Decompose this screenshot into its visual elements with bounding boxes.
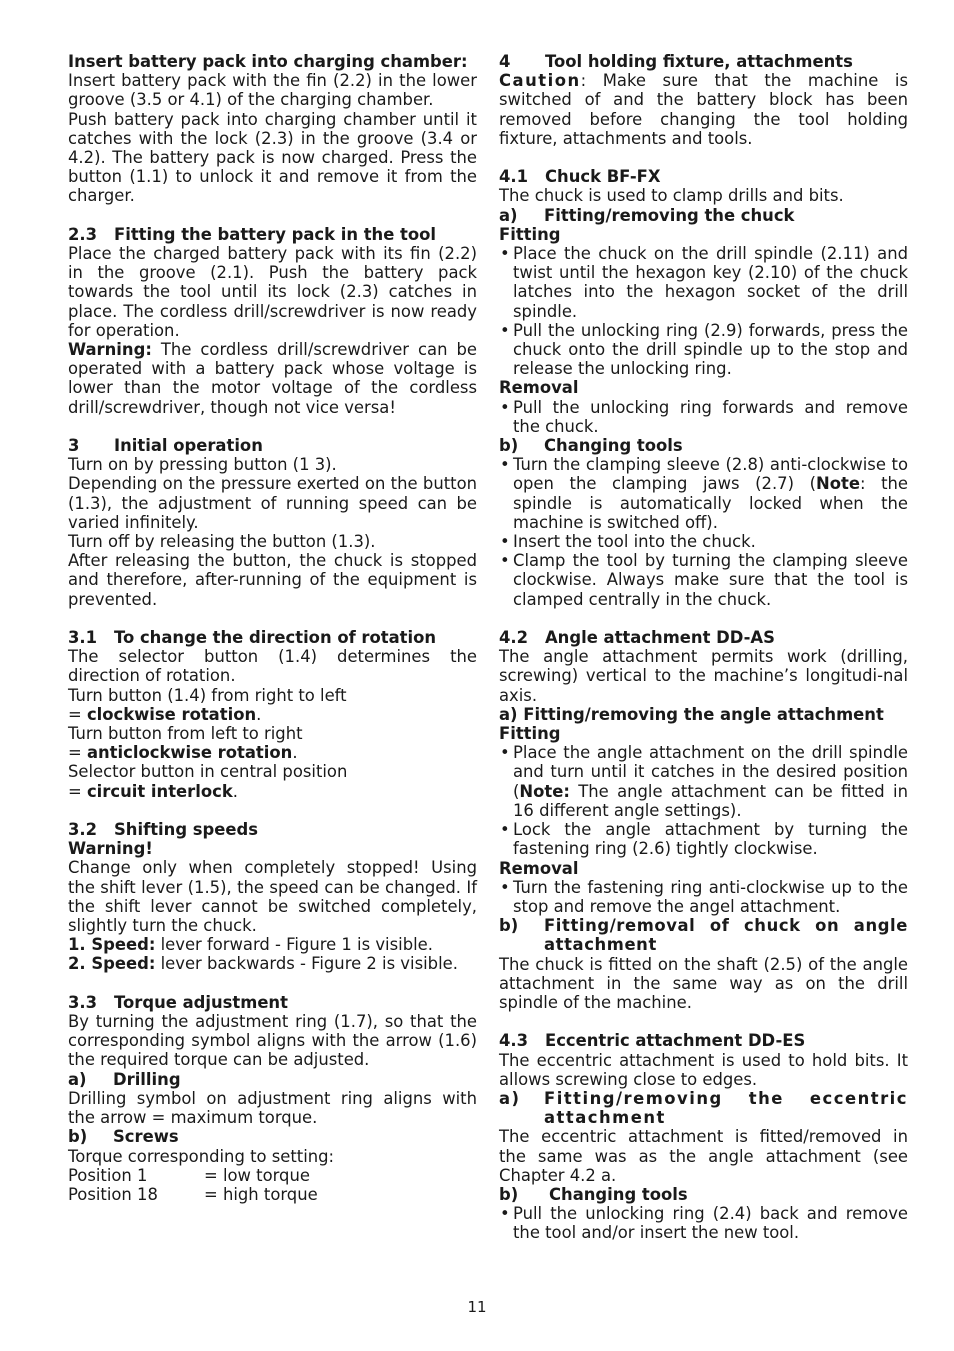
- subheading-fitting-removing-angle: a) Fitting/removing the angle attachment: [499, 704, 884, 724]
- removal-label: Removal: [499, 378, 579, 398]
- section-heading-4-3: 4.3 Eccentric attachment DD-ES: [499, 1031, 806, 1051]
- paragraph: Selector button in central position: [68, 762, 348, 782]
- list-item: • Turn the fastening ring anti-clockwise up to the stop and remove the angel attachment.: [499, 878, 908, 916]
- section-heading-3: 3 Initial operation: [68, 436, 263, 456]
- subheading-screws: b) Screws: [68, 1127, 179, 1147]
- section-heading-3-3: 3.3 Torque adjustment: [68, 992, 288, 1012]
- paragraph: Turn button (1.4) from right to left: [68, 685, 347, 705]
- paragraph: After releasing the button, the chuck is stopped and therefore, after-running of the equipment is prevented.: [68, 551, 477, 609]
- paragraph: The eccentric attachment is fitted/removed in the same was as the angle attachment (see Chapter 4.2 a.: [499, 1127, 908, 1185]
- list-item: • Pull the unlocking ring (2.4) back and remove the tool and/or insert the new tool.: [499, 1204, 908, 1242]
- bullet-list: [499, 1204, 908, 1242]
- section-heading-3-1: 3.1 To change the direction of rotation: [68, 628, 437, 648]
- result-line: = circuit interlock.: [68, 781, 238, 801]
- section-heading-4-2: 4.2 Angle attachment DD-AS: [499, 628, 775, 648]
- removal-label: Removal: [499, 858, 579, 878]
- paragraph: Turn button from left to right: [68, 724, 303, 744]
- paragraph: The eccentric attachment is used to hold bits. It allows screwing close to edges.: [499, 1050, 908, 1089]
- bullet-list: [499, 244, 908, 378]
- subheading-chuck-on-angle: b) Fitting/removal of chuck on angle attachment: [499, 916, 908, 955]
- list-item: • Clamp the tool by turning the clamping sleeve clockwise. Always make sure that the tool is clamped centrally in the chuck.: [499, 551, 908, 609]
- bullet-list: [499, 743, 908, 858]
- paragraph: Drilling symbol on adjustment ring aligns with the arrow = maximum torque.: [68, 1088, 477, 1128]
- paragraph: Turn on by pressing button (1 3).: [68, 455, 337, 475]
- list-item: • Turn the clamping sleeve (2.8) anti-clockwise to open the clamping jaws (2.7) (Note: the spindle is automatically locked when the machine is switched off).: [499, 455, 908, 532]
- result-line: = clockwise rotation.: [68, 704, 262, 724]
- warning-paragraph: Warning: The cordless drill/screwdriver can be operated with a battery pack whose voltage is lower than the motor voltage of the cordless drill/screwdriver, though not vice versa!: [68, 340, 477, 417]
- warning-label: Warning!: [68, 839, 153, 859]
- list-item: • Place the chuck on the drill spindle (2.11) and twist until the hexagon key (2.10) of the chuck latches into the hexagon socket of the drill spindle.: [499, 244, 908, 321]
- bullet-list: [499, 455, 908, 609]
- subheading-changing-tools: b) Changing tools: [499, 1184, 688, 1204]
- list-item: • Insert the tool into the chuck.: [499, 532, 908, 551]
- paragraph: By turning the adjustment ring (1.7), so that the corresponding symbol aligns with the arrow (1.6) the required torque can be adjusted.: [68, 1012, 477, 1070]
- page-number: 11: [467, 1298, 487, 1316]
- paragraph: Depending on the pressure exerted on the button (1.3), the adjustment of running speed can be varied infinitely.: [68, 474, 477, 532]
- speed-line: 1. Speed: lever forward - Figure 1 is visible.: [68, 935, 433, 955]
- section-heading-2-3: 2.3 Fitting the battery pack in the tool: [68, 224, 437, 244]
- paragraph: Place the charged battery pack with its fin (2.2) in the groove (2.1). Push the battery pack towards the tool until its lock (2.3) catches in place. The cordless drill/screwdriver is now ready for operation.: [68, 244, 477, 340]
- bullet-list: [499, 398, 908, 436]
- bullet-list: [499, 878, 908, 916]
- right-column: [499, 52, 908, 1243]
- list-item: • Pull the unlocking ring forwards and remove the chuck.: [499, 398, 908, 436]
- subheading-fitting-removing-chuck: a) Fitting/removing the chuck: [499, 205, 795, 225]
- list-item: • Lock the angle attachment by turning the fastening ring (2.6) tightly clockwise.: [499, 820, 908, 858]
- result-line: = anticlockwise rotation.: [68, 743, 298, 763]
- list-item: • Pull the unlocking ring (2.9) forwards, press the chuck onto the drill spindle up to the stop and release the unlocking ring.: [499, 321, 908, 379]
- paragraph: The chuck is fitted on the shaft (2.5) of the angle attachment in the same way as on the drill spindle of the machine.: [499, 954, 908, 1012]
- fitting-label: Fitting: [499, 724, 561, 744]
- paragraph: Change only when completely stopped! Using the shift lever (1.5), the speed can be changed. If the shift lever cannot be switched completely, slightly turn the chuck.: [68, 858, 477, 936]
- paragraph: Turn off by releasing the button (1.3).: [68, 532, 376, 552]
- list-item: • Place the angle attachment on the drill spindle and turn until it catches in the desired position (Note: The angle attachment can be fitted in 16 different angle settings).: [499, 743, 908, 820]
- section-heading-4-1: 4.1 Chuck BF-FX: [499, 167, 661, 187]
- subheading-drilling: a) Drilling: [68, 1069, 181, 1089]
- section-heading-3-2: 3.2 Shifting speeds: [68, 820, 258, 840]
- paragraph: Torque corresponding to setting:: [68, 1146, 335, 1166]
- paragraph: The chuck is used to clamp drills and bits.: [499, 186, 844, 206]
- paragraph: The selector button (1.4) determines the direction of rotation.: [68, 647, 477, 686]
- fitting-label: Fitting: [499, 224, 561, 244]
- paragraph: Insert battery pack with the fin (2.2) in the lower groove (3.5 or 4.1) of the charging chamber.: [68, 71, 477, 110]
- insert-battery-heading: Insert battery pack into charging chamber:: [68, 52, 468, 71]
- subheading-changing-tools: b) Changing tools: [499, 436, 683, 456]
- section-heading-4: 4 Tool holding fixture, attachments: [499, 52, 853, 71]
- torque-row: Position 1 = low torque: [68, 1165, 310, 1185]
- subheading-eccentric: a) Fitting/removing the eccentric attachment: [499, 1088, 908, 1128]
- caution-paragraph: Caution: Make sure that the machine is switched of and the battery block has been removed before changing the tool holding fixture, attachments and tools.: [499, 71, 908, 148]
- torque-row: Position 18 = high torque: [68, 1184, 318, 1204]
- speed-line: 2. Speed: lever backwards - Figure 2 is visible.: [68, 954, 458, 974]
- left-column: [68, 52, 477, 1204]
- paragraph: The angle attachment permits work (drilling, screwing) vertical to the machine’s longitudi-nal axis.: [499, 647, 908, 705]
- paragraph: Push battery pack into charging chamber until it catches with the lock (2.3) in the groove (3.4 or 4.2). The battery pack is now charged. Press the button (1.1) to unlock it and remove it from the charger.: [68, 109, 477, 206]
